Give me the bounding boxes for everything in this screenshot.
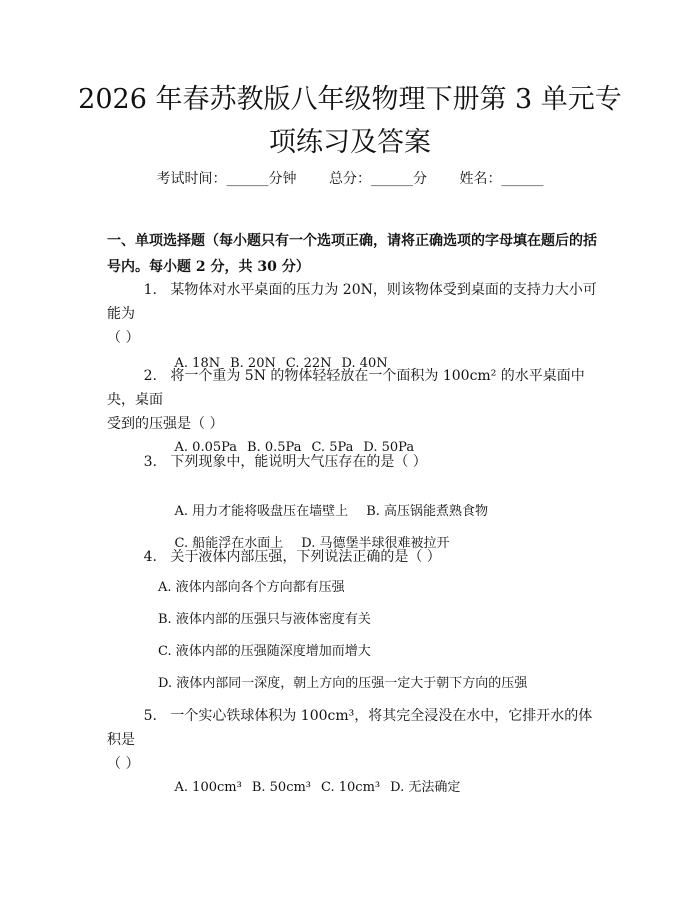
option-d: D. 40N [341, 356, 388, 371]
exam-title [60, 78, 640, 164]
question-5-options [158, 758, 618, 818]
option-b: B. 50cm³ [251, 780, 312, 795]
option-a: A. 18N [174, 356, 221, 371]
option-d: D. 无法确定 [390, 780, 461, 795]
exam-time-field: 考试时间：______分钟 [156, 171, 297, 187]
option-b: B. 液体内部的压强只与液体密度有关 [158, 612, 371, 627]
option-c: C. 10cm³ [321, 780, 381, 795]
option-b: B. 高压锅能煮熟食物 [366, 504, 489, 519]
exam-title-line-2: 项练习及答案 [269, 127, 431, 158]
option-c: C. 5Pa [311, 440, 354, 455]
question-number: 3. [143, 454, 157, 470]
section-heading-line-2: 号内。每小题 2 分，共 30 分） [107, 259, 310, 275]
question-stem-cont: 受到的压强是（ ） [107, 416, 224, 432]
option-a: A. 用力才能将吸盘压在墙壁上 [174, 504, 349, 519]
question-stem: 某物体对水平桌面的压力为 20N，则该物体受到桌面的支持力大小可能为 [107, 282, 597, 322]
section-heading [107, 228, 602, 280]
question-stem: 关于液体内部压强，下列说法正确的是（ ） [170, 549, 441, 565]
question-stem: 将一个重为 5N 的物体轻轻放在一个面积为 100cm² 的水平桌面中央，桌面 [107, 368, 585, 408]
option-d: D. 50Pa [363, 440, 415, 455]
option-c: C. 船能浮在水面上 [174, 536, 284, 551]
option-a: A. 液体内部向各个方向都有压强 [158, 580, 345, 595]
exam-title-line-1: 2026 年春苏教版八年级物理下册第 3 单元专 [78, 84, 622, 115]
option-d: D. 马德堡半球很难被拉开 [301, 536, 450, 551]
question-number: 4. [143, 549, 157, 565]
question-stem-cont: （ ） [107, 756, 140, 772]
student-name-field: 姓名：______ [459, 171, 544, 187]
exam-meta [0, 169, 700, 189]
question-3 [107, 450, 602, 474]
option-b: B. 0.5Pa [247, 440, 302, 455]
question-number: 1. [143, 282, 157, 298]
question-stem-cont: （ ） [107, 330, 140, 346]
question-stem: 下列现象中，能说明大气压存在的是（ ） [170, 454, 427, 470]
question-4 [107, 545, 602, 569]
option-c: C. 液体内部的压强随深度增加而增大 [158, 644, 371, 659]
question-stem: 一个实心铁球体积为 100cm³，将其完全浸没在水中，它排开水的体积是 [107, 708, 593, 748]
total-score-field: 总分：______分 [329, 171, 427, 187]
option-b: B. 20N [230, 356, 276, 371]
question-number: 5. [143, 708, 157, 724]
option-d: D. 液体内部同一深度，朝上方向的压强一定大于朝下方向的压强 [158, 676, 528, 691]
option-a: A. 100cm³ [174, 780, 242, 795]
section-heading-line-1: 一、单项选择题（每小题只有一个选项正确，请将正确选项的字母填在题后的括 [107, 233, 597, 249]
option-c: C. 22N [285, 356, 332, 371]
option-a: A. 0.05Pa [174, 440, 238, 455]
question-number: 2. [143, 368, 157, 384]
